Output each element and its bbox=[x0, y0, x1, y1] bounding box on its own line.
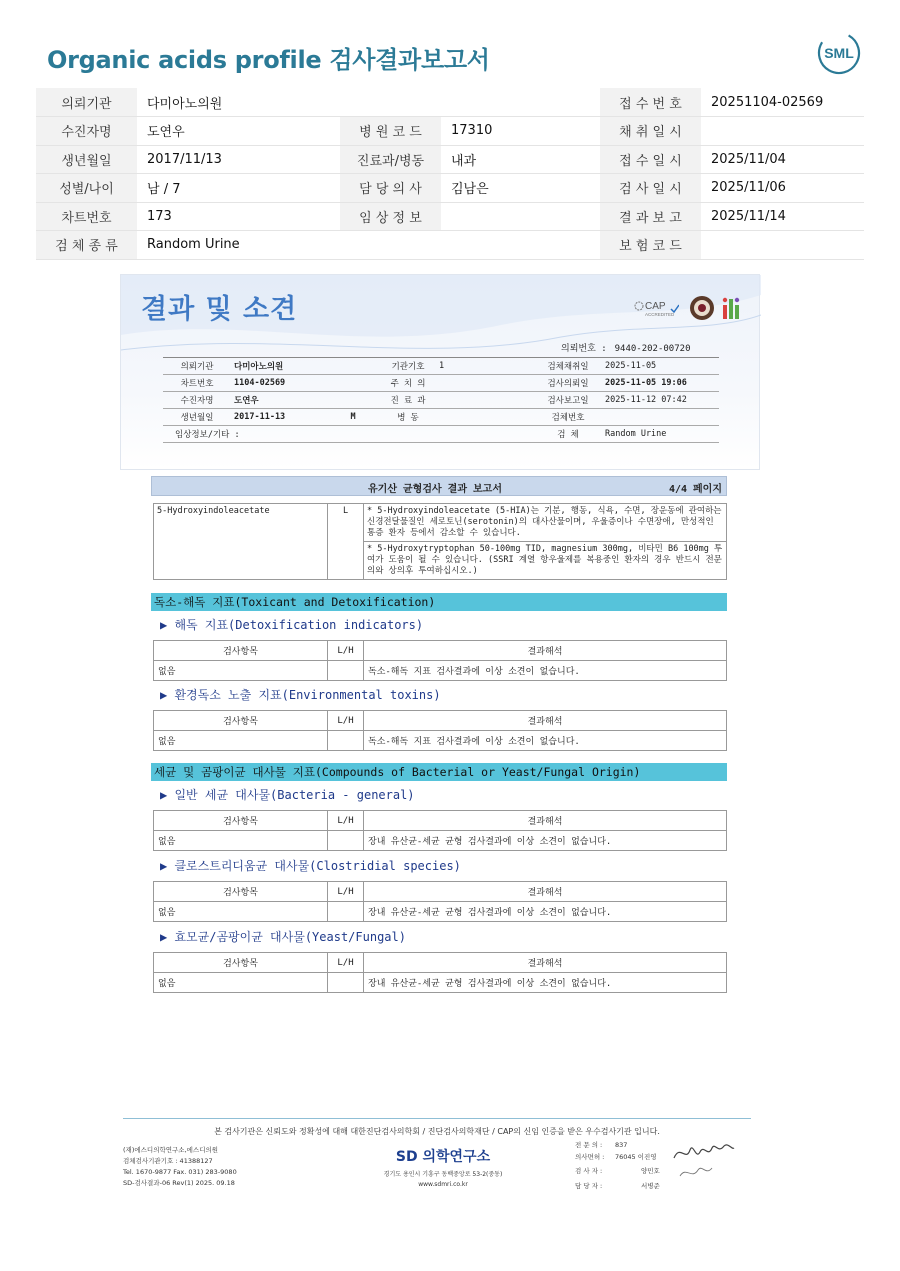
info-label: 검 체 종 류 bbox=[36, 231, 137, 260]
subsection-title: ▶ 해독 지표(Detoxification indicators) bbox=[160, 618, 424, 632]
svg-text:SML: SML bbox=[824, 45, 854, 61]
website: www.sdmri.co.kr bbox=[418, 1181, 468, 1188]
li-certification-logo bbox=[721, 295, 743, 321]
info-label: 병 원 코 드 bbox=[340, 117, 441, 146]
info-label: 의뢰기관 bbox=[36, 88, 137, 117]
info-value: 2025/11/14 bbox=[701, 202, 864, 231]
subsection-title: ▶ 클로스트리디움균 대사물(Clostridial species) bbox=[160, 859, 461, 873]
cap-accredited-logo bbox=[633, 297, 679, 319]
info-value bbox=[441, 88, 600, 117]
info-row bbox=[36, 117, 864, 146]
info-value: 2025/11/06 bbox=[701, 174, 864, 203]
sml-logo bbox=[817, 31, 861, 75]
subsection-title: ▶ 일반 세균 대사물(Bacteria - general) bbox=[160, 788, 415, 802]
hiaa-note-2: * 5-Hydroxytryptophan 50-100mg TID, magnesium 300mg, 비타민 B6 100mg 투여가 도움이 될 수 있습니다. (SSRI 계열 항우울제를 복용중인 환자의 경우 반드시 전문의와 상의후 투여하십시오.) bbox=[364, 542, 727, 580]
info-label: 접 수 일 시 bbox=[600, 145, 701, 174]
info-value: 173 bbox=[137, 202, 340, 231]
info-row bbox=[36, 174, 864, 203]
svg-text:CAP: CAP bbox=[645, 301, 666, 312]
request-number: 의뢰번호 : 9440-202-00720 bbox=[561, 344, 691, 354]
subsection-title: ▶ 효모균/곰팡이균 대사물(Yeast/Fungal) bbox=[160, 930, 406, 944]
report-section-title: 유기산 균형검사 결과 보고서 bbox=[368, 484, 502, 495]
info-row bbox=[36, 88, 864, 117]
info-label: 채 취 일 시 bbox=[600, 117, 701, 146]
institution-info: (재)에스디의학연구소,에스디의원 검체검사기관기호 : 41388127 Tel. 1670-9877 Fax. 031) 283-9080 SD-검사결과-06 Rev(1) 2025. 09.18 bbox=[123, 1146, 237, 1187]
svg-text:ACCREDITED: ACCREDITED bbox=[645, 312, 675, 317]
footer-divider bbox=[123, 1118, 751, 1119]
result-table: 검사항목 L/H 결과해석 없음 장내 유산균-세균 균형 검사결과에 이상 소견이 없습니다. bbox=[153, 881, 727, 922]
signatory-block: 전 문 의 : 837 의사면허 : 76045 이진영 검 사 자 : 양민호 담 당 자 : 서병준 bbox=[575, 1141, 660, 1190]
result-table: 검사항목 L/H 결과해석 없음 독소-해독 지표 검사결과에 이상 소견이 없습니다. bbox=[153, 640, 727, 681]
info-value bbox=[441, 231, 600, 260]
info-value: 김남은 bbox=[441, 174, 600, 203]
address: 경기도 용인시 기흥구 동백중앙로 53-2(중동) bbox=[383, 1171, 503, 1178]
doctor-signature bbox=[668, 1136, 738, 1184]
info-label: 임 상 정 보 bbox=[340, 202, 441, 231]
info-label: 결 과 보 고 bbox=[600, 202, 701, 231]
info-label: 접 수 번 호 bbox=[600, 88, 701, 117]
info-value bbox=[441, 202, 600, 231]
hiaa-item: 5-Hydroxyindoleacetate bbox=[154, 504, 328, 580]
result-table: 검사항목 L/H 결과해석 없음 독소-해독 지표 검사결과에 이상 소견이 없습니다. bbox=[153, 710, 727, 751]
info-value: 다미아노의원 bbox=[137, 88, 340, 117]
info-label: 보 험 코 드 bbox=[600, 231, 701, 260]
info-value: 남 / 7 bbox=[137, 174, 340, 203]
info-label: 생년월일 bbox=[36, 145, 137, 174]
subsection-title: ▶ 환경독소 노출 지표(Environmental toxins) bbox=[160, 688, 441, 702]
info-value: 20251104-02569 bbox=[701, 88, 864, 117]
report-meta-table: 의뢰기관 다미아노의원 기관기호 1 검체채취일 2025-11-05 차트번호 1104-02569 주 치 의 검사의뢰일 2025-11-05 19:06 수진자명 도연우 진 료 과 검사보고일 2025-11-12 07:42 생년월일 2017-11-13 M 병 동 검체번호 임상정보/기타 : 검 체 Random Urine bbox=[163, 357, 719, 443]
info-row bbox=[36, 231, 864, 260]
hiaa-note-1: * 5-Hydroxyindoleacetate (5-HIA)는 기분, 행동, 식욕, 수면, 장운동에 관여하는 신경전달물질인 세로토닌(serotonin)의 대사산물이며, 우울증이나 수면장애, 만성적인 통증 환자 등에서 감소할 수 있습니다. bbox=[364, 504, 727, 542]
result-table: 검사항목 L/H 결과해석 없음 장내 유산균-세균 균형 검사결과에 이상 소견이 없습니다. bbox=[153, 810, 727, 851]
info-value: 내과 bbox=[441, 145, 600, 174]
document-title: Organic acids profile 검사결과보고서 bbox=[47, 46, 490, 74]
page-indicator: 4/4 페이지 bbox=[668, 484, 722, 495]
hiaa-flag: L bbox=[328, 504, 364, 580]
info-label: 검 사 일 시 bbox=[600, 174, 701, 203]
seal-logo bbox=[689, 295, 715, 321]
hiaa-result-table bbox=[153, 503, 727, 580]
embedded-report bbox=[120, 274, 760, 998]
info-label: 성별/나이 bbox=[36, 174, 137, 203]
info-row bbox=[36, 145, 864, 174]
category-bar-toxicant: 독소-해독 지표(Toxicant and Detoxification) bbox=[151, 593, 727, 611]
info-label: 수진자명 bbox=[36, 117, 137, 146]
info-value bbox=[701, 117, 864, 146]
sd-institute-block bbox=[378, 1146, 508, 1190]
patient-info-table bbox=[36, 88, 864, 260]
info-label bbox=[340, 231, 441, 260]
info-row bbox=[36, 202, 864, 231]
report-header bbox=[120, 274, 760, 470]
info-value bbox=[701, 231, 864, 260]
info-value: 도연우 bbox=[137, 117, 340, 146]
report-section-bar bbox=[151, 476, 727, 496]
info-value: Random Urine bbox=[137, 231, 340, 260]
info-label: 차트번호 bbox=[36, 202, 137, 231]
result-table: 검사항목 L/H 결과해석 없음 장내 유산균-세균 균형 검사결과에 이상 소견이 없습니다. bbox=[153, 952, 727, 993]
info-label: 담 당 의 사 bbox=[340, 174, 441, 203]
info-value: 17310 bbox=[441, 117, 600, 146]
category-bar-bacterial: 세균 및 곰팡이균 대사물 지표(Compounds of Bacterial or Yeast/Fungal Origin) bbox=[151, 763, 727, 781]
info-value: 2025/11/04 bbox=[701, 145, 864, 174]
accreditation-note: 본 검사기관은 신뢰도와 정확성에 대해 대한진단검사의학회 / 진단검사의학재단 / CAP의 신임 인증을 받은 우수검사기관 입니다. bbox=[214, 1127, 660, 1136]
info-value: 2017/11/13 bbox=[137, 145, 340, 174]
report-heading: 결과 및 소견 bbox=[141, 294, 298, 325]
sd-logo: SD 의학연구소 bbox=[395, 1149, 491, 1165]
info-label bbox=[340, 88, 441, 117]
info-label: 진료과/병동 bbox=[340, 145, 441, 174]
